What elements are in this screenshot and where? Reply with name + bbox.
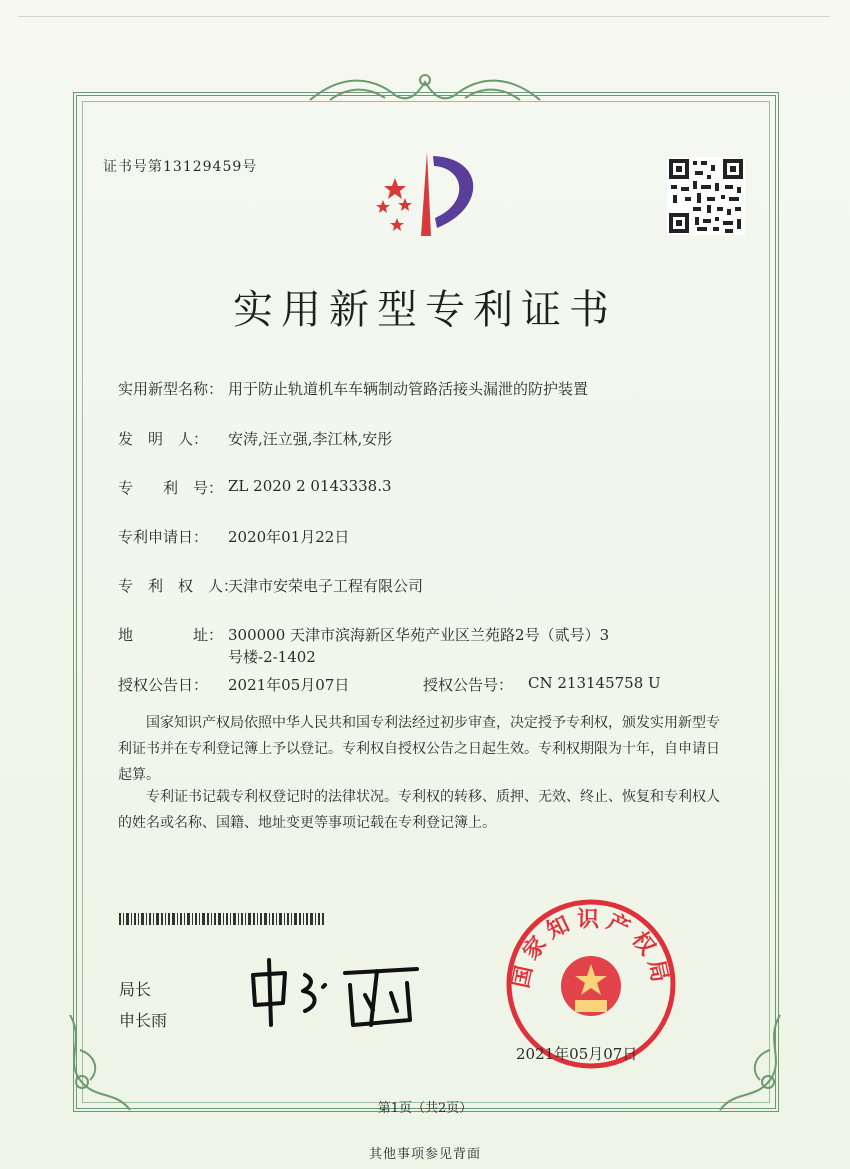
utility-model-name-value: 用于防止轨道机车车辆制动管路活接头漏泄的防护装置 bbox=[228, 380, 589, 398]
address-value-line1: 300000 天津市滨海新区华苑产业区兰苑路2号（贰号）3 bbox=[228, 626, 610, 644]
grant-date-value: 2021年05月07日 bbox=[228, 676, 350, 694]
signatory-name: 申长雨 bbox=[119, 1011, 168, 1030]
utility-model-name-label: 实用新型名称： bbox=[118, 380, 224, 398]
barcode-icon bbox=[119, 913, 324, 925]
address-label: 地 址： bbox=[118, 626, 224, 644]
seal-date: 2021年05月07日 bbox=[516, 1045, 638, 1063]
application-date-value: 2020年01月22日 bbox=[228, 528, 350, 546]
top-floral-ornament bbox=[300, 70, 550, 110]
footer-note: 其他事项参见背面 bbox=[368, 1147, 481, 1162]
grant-date-label: 授权公告日： bbox=[118, 676, 209, 694]
inventor-label: 发 明 人： bbox=[118, 430, 209, 448]
qr-code-icon bbox=[667, 157, 745, 235]
address-value-line2: 号楼-2-1402 bbox=[228, 648, 316, 666]
signatory-title: 局长 bbox=[119, 980, 152, 999]
page-indicator: 第1页（共2页） bbox=[377, 1101, 473, 1116]
inventor-value: 安涛,汪立强,李江林,安彤 bbox=[228, 430, 393, 448]
certificate-number: 证书号第13129459号 bbox=[103, 159, 258, 175]
grant-statement-paragraph: 国家知识产权局依照中华人民共和国专利法经过初步审查，决定授予专利权，颁发实用新型专利证书并在专利登记簿上予以登记。专利权自授权公告之日起生效。专利权期限为十年，自申请日起算。 bbox=[118, 715, 720, 783]
patent-number-label: 专 利 号： bbox=[118, 479, 224, 497]
handwritten-signature bbox=[245, 955, 425, 1035]
seal-text: 国家知识产权局 bbox=[508, 907, 674, 991]
patent-number-value: ZL 2020 2 0143338.3 bbox=[228, 477, 392, 495]
application-date-label: 专利申请日： bbox=[118, 528, 209, 546]
patentee-value: 天津市安荣电子工程有限公司 bbox=[228, 577, 424, 595]
grant-number-label: 授权公告号： bbox=[423, 676, 514, 694]
grant-number-value: CN 213145758 U bbox=[528, 674, 661, 692]
legal-status-paragraph: 专利证书记载专利权登记时的法律状况。专利权的转移、质押、无效、终止、恢复和专利权人的姓名或名称、国籍、地址变更等事项记载在专利登记簿上。 bbox=[118, 789, 720, 831]
patentee-label: 专 利 权 人： bbox=[118, 577, 239, 595]
certificate-title: 实用新型专利证书 bbox=[233, 287, 617, 333]
top-edge-line bbox=[18, 16, 830, 17]
patent-office-logo-icon bbox=[365, 148, 495, 243]
